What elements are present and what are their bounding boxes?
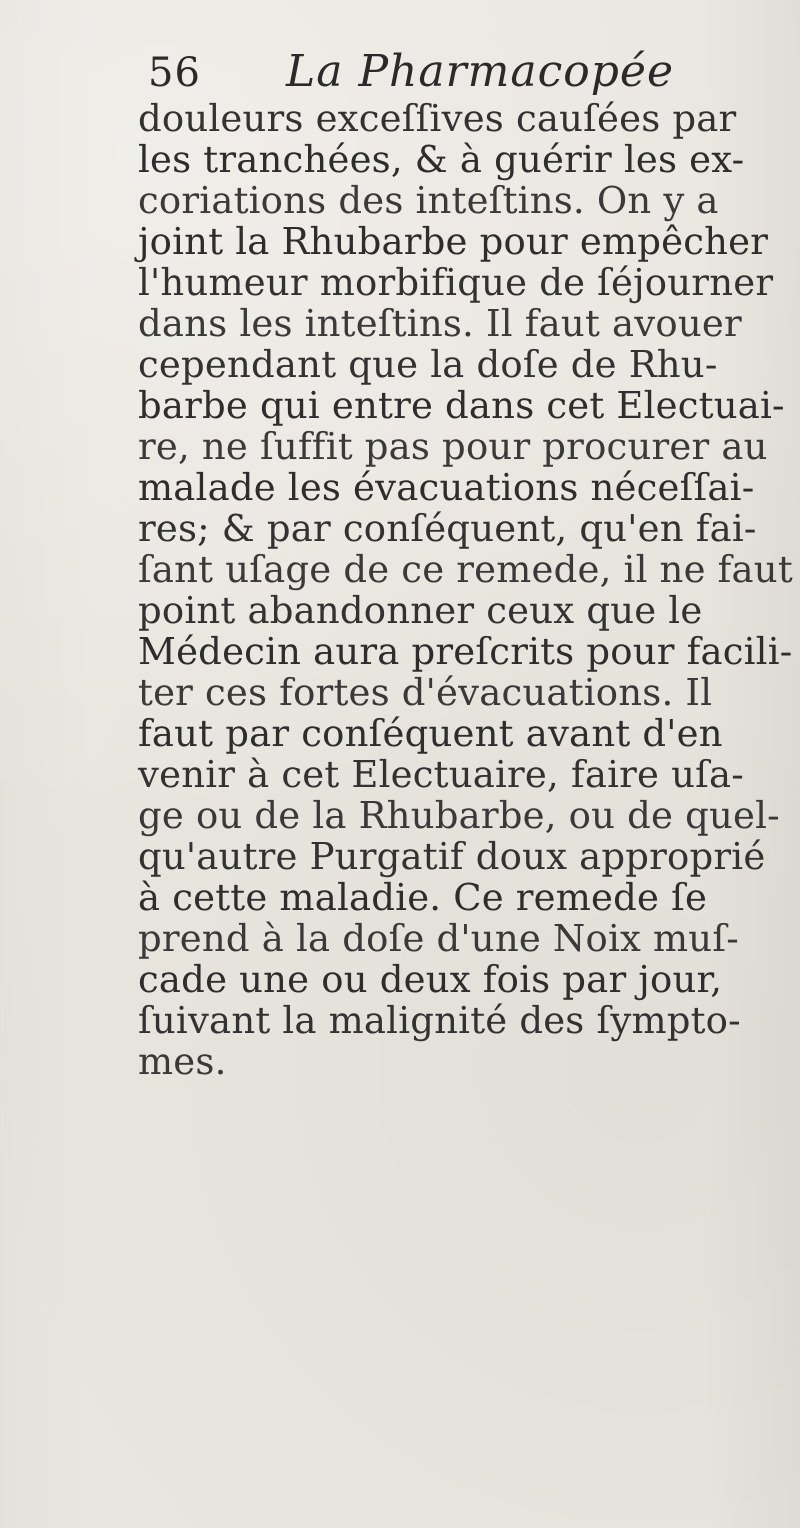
text-line: venir à cet Electuaire, faire uſa- [138, 753, 744, 796]
text-line: Médecin aura preſcrits pour facili- [138, 630, 793, 673]
running-title: La Pharmacopée [286, 46, 674, 97]
text-line: ſant uſage de ce remede, il ne faut [138, 548, 793, 591]
text-line: malade les évacuations néceſſai- [138, 466, 755, 509]
text-line: les tranchées, & à guérir les ex- [138, 138, 745, 181]
text-line: à cette maladie. Ce remede ſe [138, 876, 708, 919]
text-line: dans les inteſtins. Il faut avouer [138, 302, 742, 345]
text-line: cependant que la doſe de Rhu- [138, 343, 718, 386]
text-line: faut par conſéquent avant d'en [138, 712, 723, 755]
text-line: joint la Rhubarbe pour empêcher [138, 220, 769, 263]
text-line: cade une ou deux fois par jour, [138, 958, 723, 1001]
text-line: res; & par conſéquent, qu'en fai- [138, 507, 757, 550]
text-line: ge ou de la Rhubarbe, ou de quel- [138, 794, 780, 837]
text-line: douleurs exceſſives cauſées par [138, 97, 737, 140]
text-line: ſuivant la malignité des ſympto- [138, 999, 741, 1042]
text-line: prend à la doſe d'une Noix muſ- [138, 917, 739, 960]
main-text [138, 97, 793, 1083]
page-number: 56 [148, 50, 201, 96]
text-line: l'humeur morbifique de ſéjourner [138, 261, 774, 304]
text-line: re, ne ſuffit pas pour procurer au [138, 425, 768, 468]
text-line: qu'autre Purgatif doux approprié [138, 835, 766, 878]
text-line: barbe qui entre dans cet Electuai- [138, 384, 785, 427]
text-line: ter ces fortes d'évacuations. Il [138, 671, 713, 714]
text-line: point abandonner ceux que le [138, 589, 703, 632]
text-line: mes. [138, 1040, 227, 1083]
text-line: coriations des inteſtins. On y a [138, 179, 719, 222]
running-head [0, 44, 800, 104]
